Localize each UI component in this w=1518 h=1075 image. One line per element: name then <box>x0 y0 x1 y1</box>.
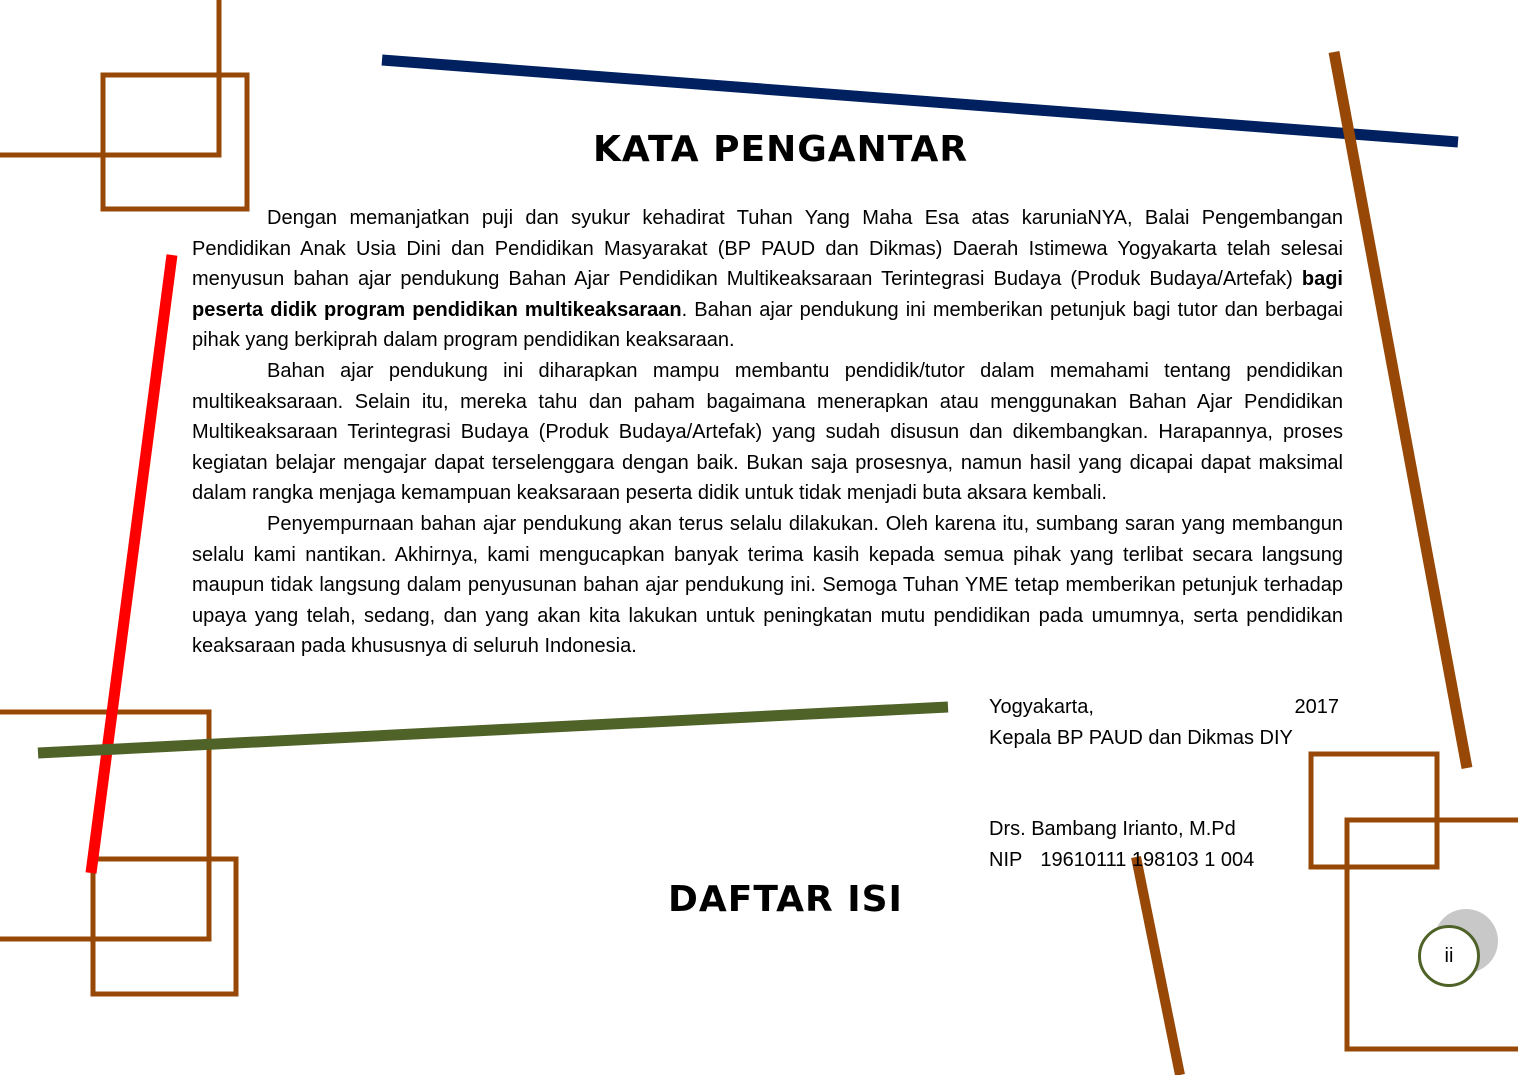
signature-position: Kepala BP PAUD dan Dikmas DIY <box>989 726 1293 749</box>
paragraph-1-bold-text: bagi peserta didik program pendidikan multikeaksaraan <box>192 268 1343 321</box>
signature-place: Yogyakarta, <box>989 696 1094 718</box>
signatory-name: Drs. Bambang Irianto, M.Pd <box>989 818 1236 840</box>
signatory-nip <box>989 845 1339 876</box>
signature-footer <box>989 814 1339 875</box>
nip-label: NIP <box>989 848 1023 871</box>
next-section-title: DAFTAR ISI <box>668 879 903 920</box>
paragraph-1-text: Dengan memanjatkan puji dan syukur kehadirat Tuhan Yang Maha Esa atas karuniaNYA, Balai Pengembangan Pendidikan Anak Usia Dini dan Pendidikan Masyarakat (BP PAUD dan Dikmas) Daerah Istimewa Yogyakarta telah selesai menyusun bahan ajar pendukung Bahan Ajar Pendidikan Multikeaksaraan Terintegrasi Budaya (Produk Budaya/Artefak) <box>192 207 1343 291</box>
foreword-body <box>192 203 1343 662</box>
page-title: KATA PENGANTAR <box>593 129 969 170</box>
page-number: ii <box>1418 925 1480 987</box>
signature-year: 2017 <box>1294 696 1339 718</box>
nip-number: 19610111 198103 1 004 <box>1040 848 1255 871</box>
paragraph-1-text-end: . Bahan ajar pendukung ini memberikan petunjuk bagi tutor dan berbagai pihak yang berkiprah dalam program pendidikan keaksaraan. <box>192 298 1343 352</box>
paragraph-3: Penyempurnaan bahan ajar pendukung akan terus selalu dilakukan. Oleh karena itu, sumbang saran yang membangun selalu kami nantikan. Akhirnya, kami mengucapkan banyak terima kasih kepada semua pihak yang terlibat secara langsung maupun tidak langsung dalam penyusunan bahan ajar pendukung ini. Semoga Tuhan YME tetap memberikan petunjuk terhadap upaya yang telah, sedang, dan yang akan kita lakukan untuk peningkatan mutu pendidikan pada umumnya, serta pendidikan keaksaraan pada khususnya di seluruh Indonesia. <box>192 512 1343 658</box>
signature-header <box>989 692 1339 753</box>
signature-place-date <box>989 692 1339 723</box>
paragraph-2: Bahan ajar pendukung ini diharapkan mampu membantu pendidik/tutor dalam memahami tentang pendidikan multikeaksaraan. Selain itu, mereka tahu dan paham bagaimana menerapkan atau menggunakan Bahan Ajar Pendidikan Multikeaksaraan Terintegrasi Budaya (Produk Budaya/Artefak) yang sudah disusun dan dikembangkan. Harapannya, proses kegiatan belajar mengajar dapat terselenggara dengan baik. Bukan saja prosesnya, namun hasil yang dicapai dapat maksimal dalam rangka menjaga kemampuan keaksaraan peserta didik untuk tidak menjadi buta aksara kembali. <box>192 359 1343 505</box>
paragraph-1 <box>192 203 1343 356</box>
